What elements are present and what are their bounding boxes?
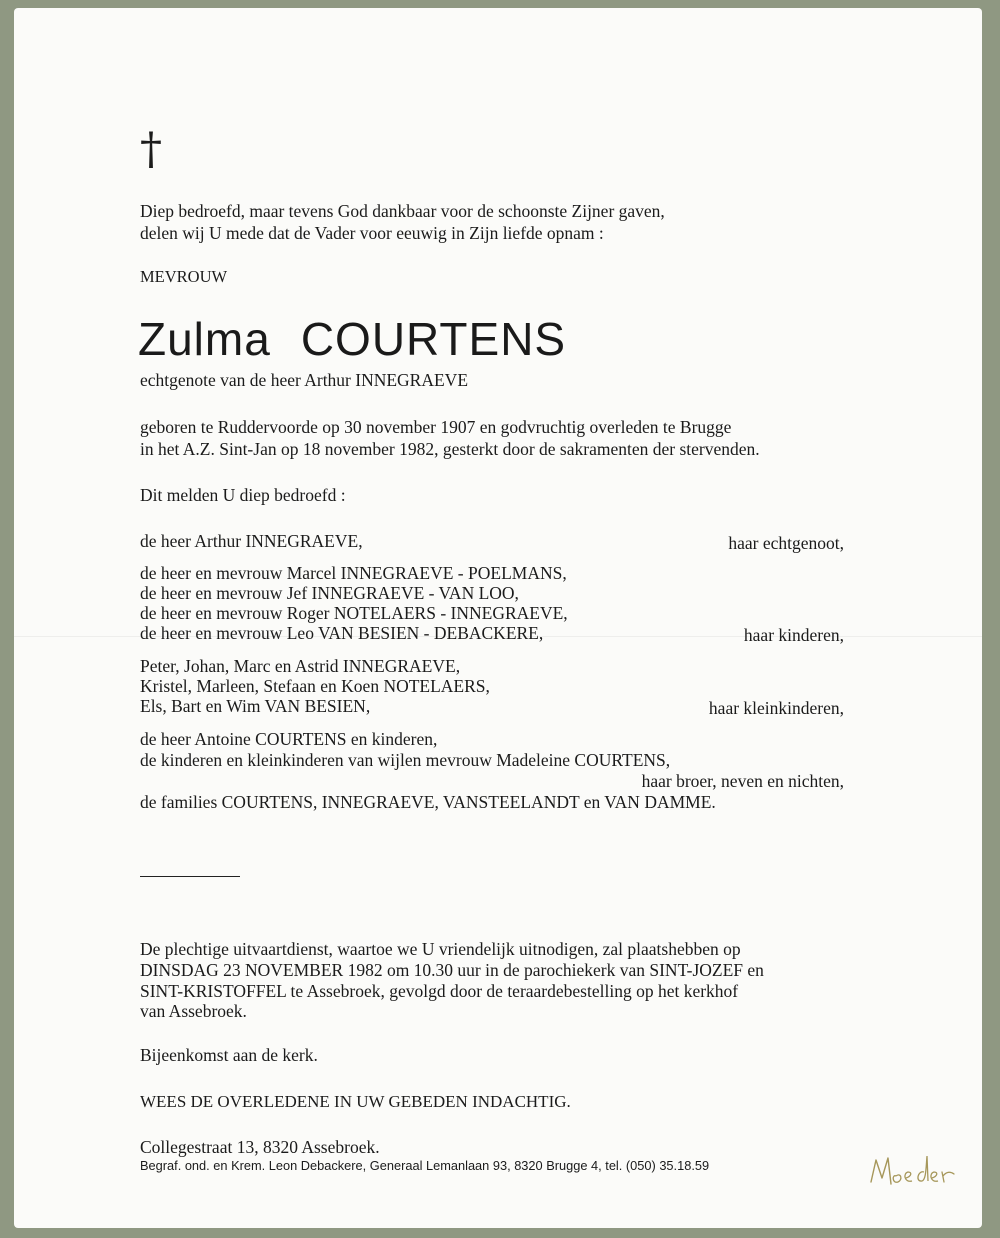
child-line: de heer en mevrouw Leo VAN BESIEN - DEBACKERE, [140, 623, 544, 643]
separator-rule [140, 876, 240, 877]
child-line: de heer en mevrouw Marcel INNEGRAEVE - POELMANS, [140, 563, 567, 583]
service-line-3: SINT-KRISTOFFEL te Assebroek, gevolgd door de teraardebestelling op het kerkhof [140, 981, 739, 1001]
grandchild-line: Els, Bart en Wim VAN BESIEN, [140, 696, 371, 716]
spouse-line: echtgenote van de heer Arthur INNEGRAEVE [140, 370, 469, 390]
families-line: de families COURTENS, INNEGRAEVE, VANSTEELANDT en VAN DAMME. [140, 792, 716, 812]
service-line-2: DINSDAG 23 NOVEMBER 1982 om 10.30 uur in de parochiekerk van SINT-JOZEF en [140, 960, 764, 980]
children-role: haar kinderen, [743, 625, 844, 645]
service-line-4: van Assebroek. [140, 1001, 247, 1021]
handwritten-signature [868, 1150, 958, 1196]
birth-line-1: geboren te Ruddervoorde op 30 november 1907 en godvruchtig overleden te Brugge [140, 417, 732, 437]
gathering-line: Bijeenkomst aan de kerk. [140, 1045, 318, 1065]
first-name: Zulma [138, 313, 271, 365]
relatives-line-1: de heer Antoine COURTENS en kinderen, [140, 729, 438, 749]
husband-name: de heer Arthur INNEGRAEVE, [140, 531, 363, 551]
deceased-name [138, 312, 566, 366]
husband-role: haar echtgenoot, [728, 533, 844, 553]
service-line-1: De plechtige uitvaartdienst, waartoe we U vriendelijk uitnodigen, zal plaatshebben op [140, 939, 741, 959]
child-line: de heer en mevrouw Jef INNEGRAEVE - VAN LOO, [140, 583, 519, 603]
announce-line: Dit melden U diep bedroefd : [140, 485, 346, 505]
cross-symbol: † [140, 124, 162, 175]
remember-line: WEES DE OVERLEDENE IN UW GEBEDEN INDACHTIG. [140, 1092, 571, 1111]
intro-line-2: delen wij U mede dat de Vader voor eeuwig in Zijn liefde opnam : [140, 223, 604, 243]
child-line: de heer en mevrouw Roger NOTELAERS - INNEGRAEVE, [140, 603, 568, 623]
title-mevrouw: MEVROUW [140, 267, 228, 286]
relatives-role: haar broer, neven en nichten, [641, 771, 844, 791]
grandchild-line: Peter, Johan, Marc en Astrid INNEGRAEVE, [140, 656, 461, 676]
grandchild-line: Kristel, Marleen, Stefaan en Koen NOTELAERS, [140, 676, 490, 696]
relatives-line-2: de kinderen en kleinkinderen van wijlen mevrouw Madeleine COURTENS, [140, 750, 671, 770]
undertaker-footer: Begraf. ond. en Krem. Leon Debackere, Generaal Lemanlaan 93, 8320 Brugge 4, tel. (050) 35.18.59 [140, 1158, 710, 1173]
last-name: COURTENS [300, 313, 567, 365]
grandchildren-role: haar kleinkinderen, [708, 698, 844, 718]
birth-line-2: in het A.Z. Sint-Jan op 18 november 1982, gesterkt door de sakramenten der stervenden. [140, 439, 760, 459]
address-line: Collegestraat 13, 8320 Assebroek. [140, 1137, 380, 1157]
intro-line-1: Diep bedroefd, maar tevens God dankbaar voor de schoonste Zijner gaven, [140, 201, 665, 221]
